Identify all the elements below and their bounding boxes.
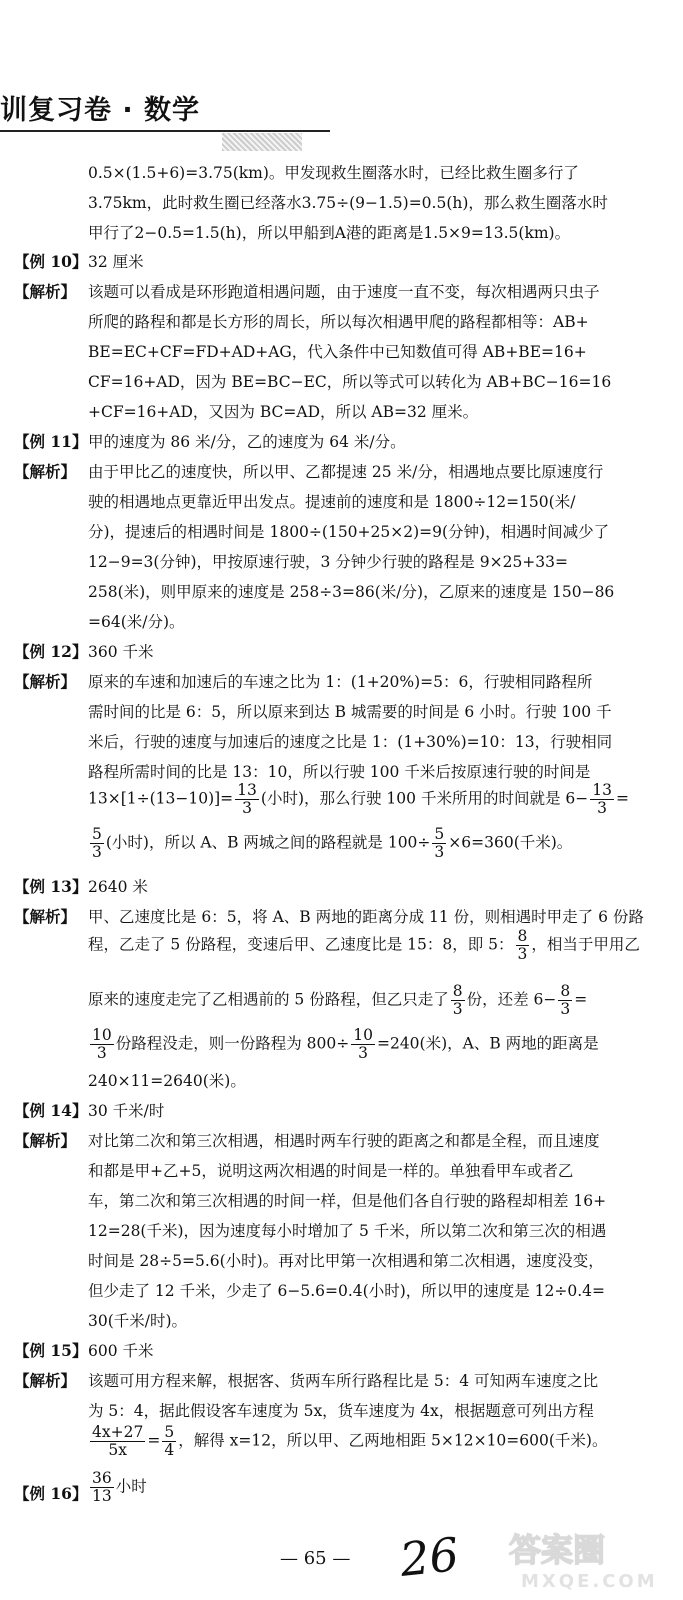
- solution-line: 30(千米/时)。: [88, 1312, 188, 1330]
- solution-line: 分)，提速后的相遇时间是 1800÷(150+25×2)=9(分钟)，相遇时间减少了: [88, 523, 610, 541]
- fraction: $\frac{13}{3}$: [237, 781, 257, 817]
- solution-line-with-fraction: 13×[1÷(13−10)]= $\frac{13}{3}$ (小时)，那么行驶 100 千米所用的时间就是 6− $\frac{13}{3}$ =: [88, 781, 629, 817]
- page-header-title: 训复习卷 · 数学: [0, 95, 201, 126]
- solution-line: 和都是甲+乙+5，说明这两次相遇的时间是一样的。单独看甲车或者乙: [88, 1162, 574, 1180]
- solution-line-with-fraction: 程，乙走了 5 份路程，变速后甲、乙速度比是 15：8，即 5： $\frac{8}{3}$ ，相当于甲用乙: [88, 927, 640, 963]
- solution-line: 该题可用方程来解，根据客、货两车所行路程比是 5：4 可知两车速度之比: [88, 1372, 599, 1390]
- jiexi-label: 【解析】: [14, 462, 77, 481]
- text-line: 0.5×(1.5+6)=3.75(km)。甲发现救生圈落水时，已经比救生圈多行了: [88, 164, 579, 182]
- text-line: 甲行了2−0.5=1.5(h)，所以甲船到A港的距离是1.5×9=13.5(km)。: [88, 224, 571, 242]
- solution-line: 需时间的比是 6：5，所以原来到达 B 城需要的时间是 6 小时。行驶 100 千: [88, 703, 612, 721]
- example-tag: 【例 15】: [14, 1341, 88, 1360]
- jiexi-label: 【解析】: [14, 1371, 77, 1390]
- example-answer: 32 厘米: [88, 253, 144, 271]
- jiexi-label: 【解析】: [14, 907, 77, 926]
- solution-line-with-fraction: $\frac{4x+27}{5x}$ = $\frac{5}{4}$ ，解得 x=12，所以甲、乙两地相距 5×12×10=600(千米)。: [92, 1423, 608, 1459]
- solution-line: 原来的车速和加速后的车速之比为 1：(1+20%)=5：6，行驶相同路程所: [88, 673, 593, 691]
- solution-line: 由于甲比乙的速度快，所以甲、乙都提速 25 米/分，相遇地点要比原速度行: [88, 463, 604, 481]
- solution-line: 对比第二次和第三次相遇，相遇时两车行驶的距离之和都是全程，而且速度: [88, 1132, 600, 1150]
- solution-line: =64(米/分)。: [88, 613, 185, 631]
- solution-line: 258(米)，则甲原来的速度是 258÷3=86(米/分)，乙原来的速度是 150−86: [88, 583, 615, 601]
- fraction: $\frac{5}{4}$: [164, 1423, 175, 1459]
- solution-line: 驶的相遇地点更靠近甲出发点。提速前的速度和是 1800÷12=150(米/: [88, 493, 576, 511]
- page-number: — 65 —: [280, 1548, 351, 1569]
- example-answer: 2640 米: [88, 878, 148, 896]
- watermark-logo: [505, 1525, 675, 1599]
- example-tag: 【例 10】: [14, 252, 88, 271]
- header-rule: [0, 130, 330, 132]
- example-tag: 【例 11】: [14, 432, 88, 451]
- example-answer: 600 千米: [88, 1342, 154, 1360]
- fraction: $\frac{36}{13}$: [92, 1469, 112, 1505]
- solution-line: BE=EC+CF=FD+AD+AG，代入条件中已知数值可得 AB+BE=16+: [88, 343, 587, 361]
- fraction: $\frac{8}{3}$: [452, 982, 463, 1018]
- fraction: $\frac{8}{3}$: [560, 982, 571, 1018]
- solution-line: CF=16+AD，因为 BE=BC−EC，所以等式可以转化为 AB+BC−16=16: [88, 373, 612, 391]
- solution-line: 但少走了 12 千米，少走了 6−5.6=0.4(小时)，所以甲的速度是 12÷0.4=: [88, 1282, 606, 1300]
- solution-line: 车，第二次和第三次相遇的时间一样，但是他们各自行驶的路程却相差 16+: [88, 1192, 607, 1210]
- solution-line: 该题可以看成是环形跑道相遇问题，由于速度一直不变，每次相遇两只虫子: [88, 283, 600, 301]
- example-answer: 30 千米/时: [88, 1102, 165, 1120]
- fraction: $\frac{5}{3}$: [92, 825, 102, 861]
- svg-text:答案圈: 答案圈: [509, 1531, 606, 1569]
- solution-line: +CF=16+AD，又因为 BC=AD，所以 AB=32 厘米。: [88, 403, 479, 421]
- fraction: $\frac{5}{3}$: [434, 825, 445, 861]
- jiexi-label: 【解析】: [14, 672, 77, 691]
- solution-line-with-fraction: 原来的速度走完了乙相遇前的 5 份路程，但乙只走了 $\frac{8}{3}$ 份，还差 6− $\frac{8}{3}$ =: [88, 982, 588, 1018]
- solution-line: 12=28(千米)，因为速度每小时增加了 5 千米，所以第二次和第三次的相遇: [88, 1222, 607, 1240]
- example-tag: 【例 16】: [14, 1484, 88, 1503]
- fraction: $\frac{13}{3}$: [592, 781, 612, 817]
- example-answer: $\frac{36}{13}$ 小时: [92, 1469, 147, 1505]
- solution-line: 路程所需时间的比是 13：10，所以行驶 100 千米后按原速行驶的时间是: [88, 763, 591, 781]
- solution-line: 甲、乙速度比是 6：5，将 A、B 两地的距离分成 11 份，则相遇时甲走了 6 份路: [88, 908, 644, 926]
- example-tag: 【例 12】: [14, 642, 88, 661]
- solution-line: 240×11=2640(米)。: [88, 1072, 246, 1090]
- svg-text:MXQE.COM: MXQE.COM: [521, 1571, 658, 1592]
- example-tag: 【例 14】: [14, 1101, 88, 1120]
- solution-line-with-fraction: $\frac{10}{3}$ 份路程没走，则一份路程为 800÷ $\frac{10}{3}$ =240(米)，A、B 两地的距离是: [92, 1026, 599, 1062]
- handwritten-page-number: 26: [397, 1527, 462, 1587]
- fraction: $\frac{4x+27}{5x}$: [92, 1423, 144, 1459]
- example-answer: 360 千米: [88, 643, 154, 661]
- solution-line: 12−9=3(分钟)，甲按原速行驶，3 分钟少行驶的路程是 9×25+33=: [88, 553, 569, 571]
- text-line: 3.75km，此时救生圈已经落水3.75÷(9−1.5)=0.5(h)，那么救生圈落水时: [88, 194, 608, 212]
- solution-line: 所爬的路程和都是长方形的周长，所以每次相遇甲爬的路程都相等：AB+: [88, 313, 589, 331]
- jiexi-label: 【解析】: [14, 1131, 77, 1150]
- example-tag: 【例 13】: [14, 877, 88, 896]
- solution-line: 为 5：4，据此假设客车速度为 5x，货车速度为 4x，根据题意可列出方程: [88, 1402, 594, 1420]
- header-shade: [222, 133, 302, 151]
- solution-line: 米后，行驶的速度与加速后的速度之比是 1：(1+30%)=10：13，行驶相同: [88, 733, 613, 751]
- jiexi-label: 【解析】: [14, 282, 77, 301]
- solution-line: 时间是 28÷5=5.6(小时)。再对比甲第一次相遇和第二次相遇，速度没变，: [88, 1252, 604, 1270]
- fraction: $\frac{8}{3}$: [517, 927, 528, 963]
- fraction: $\frac{10}{3}$: [92, 1026, 112, 1062]
- solution-line-with-fraction: $\frac{5}{3}$ (小时)，所以 A、B 两城之间的路程就是 100÷ $\frac{5}{3}$ ×6=360(千米)。: [92, 825, 573, 861]
- example-answer: 甲的速度为 86 米/分，乙的速度为 64 米/分。: [88, 433, 406, 451]
- fraction: $\frac{10}{3}$: [353, 1026, 373, 1062]
